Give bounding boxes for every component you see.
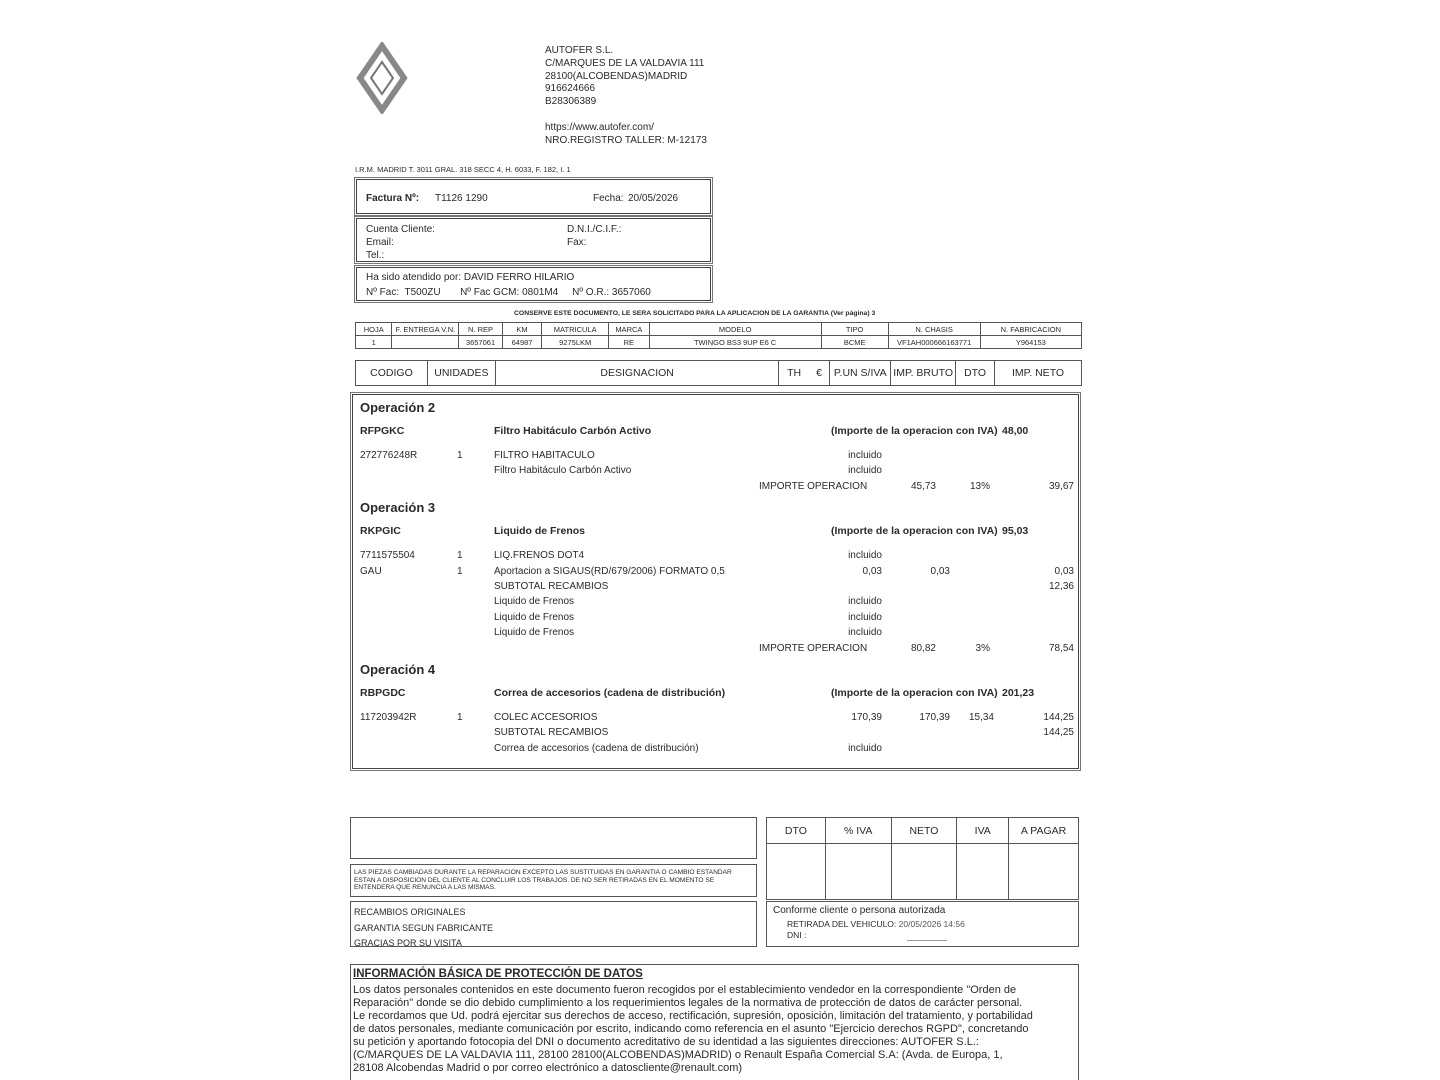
vehicle-value: BCME	[821, 336, 888, 349]
privacy-line: de datos personales, mediante comunicación por escrito, indicando como referencia en el asunto "Ejercicio derechos RGPD", concretando	[353, 1023, 1029, 1035]
summary-value	[957, 844, 1009, 900]
line-desc: Aportacion a SIGAUS(RD/679/2006) FORMATO 0,5	[494, 565, 725, 577]
nfac-value: T500ZU	[404, 287, 441, 298]
operation-iva-label: (Importe de la operacion con IVA)	[831, 425, 998, 437]
summary-value	[891, 844, 957, 900]
vehicle-value: VF1AH000666163771	[888, 336, 980, 349]
privacy-line: Los datos personales contenidos en este documento fueron recogidos por el establecimiento vendedor en la correspondiente "Orden de	[353, 984, 1017, 996]
line-price: 170,39	[851, 712, 882, 723]
vehicle-header-row	[356, 323, 1082, 336]
operation-total-neto: 39,67	[1048, 480, 1074, 492]
dni-label: D.N.I./C.I.F.:	[567, 224, 622, 235]
line-desc: SUBTOTAL RECAMBIOS	[494, 727, 609, 739]
line-units: 1	[457, 712, 463, 723]
line-price: incluido	[848, 742, 882, 754]
column-header: UNIDADES	[427, 361, 495, 386]
vehicle-value: Y964153	[980, 336, 1081, 349]
operation-total-neto: 78,54	[1048, 642, 1074, 654]
vehicle-value: 9275LKM	[542, 336, 609, 349]
operation-total-label: IMPORTE OPERACION	[759, 480, 868, 492]
fecha-value: 20/05/2026	[628, 193, 679, 204]
signature-box	[766, 901, 1079, 947]
line-desc: SUBTOTAL RECAMBIOS	[494, 581, 609, 592]
column-header: DESIGNACION	[495, 361, 778, 386]
summary-value	[1009, 844, 1079, 900]
warranty-notice: CONSERVE ESTE DOCUMENTO, LE SERA SOLICITADO PARA LA APLICACION DE LA GARANTIA (Ver página) 3	[514, 310, 876, 317]
line-bruto: 0,03	[930, 565, 950, 577]
privacy-title: INFORMACIÓN BÁSICA DE PROTECCIÓN DE DATOS	[353, 968, 643, 980]
line-desc: Liquido de Frenos	[494, 596, 575, 608]
operation-title: Operación 3	[360, 500, 436, 516]
or-value: 3657060	[611, 287, 651, 298]
operation-code: RKPGIC	[360, 525, 401, 538]
line-price: incluido	[848, 550, 882, 562]
line-code: 272776248R	[360, 450, 418, 461]
line-neto: 144,25	[1043, 727, 1074, 739]
line-price: incluido	[848, 627, 882, 639]
client-box	[356, 218, 711, 262]
attended-label: Ha sido atendido por:	[366, 272, 462, 283]
summary-value	[767, 844, 826, 900]
summary-header: % IVA	[825, 818, 891, 844]
vehicle-header: KM	[502, 323, 541, 336]
summary-header: A PAGAR	[1009, 818, 1079, 844]
privacy-line: (C/MARQUES DE LA VALDAVIA 111, 28100 28100(ALCOBENDAS)MADRID) o Renault España Comercial S.A: (Avda. de Europa, 1,	[353, 1049, 1003, 1061]
column-header: IMP. NETO	[995, 361, 1082, 386]
company-city: 28100(ALCOBENDAS)MADRID	[545, 70, 688, 82]
privacy-line: Le recordamos que Ud. podrá ejercitar sus derechos de acceso, rectificación, supresión, oposición, limitación del tratamiento, y portabilidad	[353, 1010, 1033, 1022]
operation-code: RBPGDC	[360, 687, 406, 699]
vehicle-header: HOJA	[356, 323, 392, 336]
summary-value	[825, 844, 891, 900]
line-code: 7711575504	[360, 550, 415, 562]
operation-iva-value: 201,23	[1002, 687, 1035, 699]
fecha-label: Fecha:	[593, 193, 624, 204]
privacy-line: Reparación" donde se dio debido cumplimiento a los requerimientos legales de la normativa de protección de datos de carácter personal.	[353, 997, 1023, 1009]
conforme-text: Conforme cliente o persona autorizada	[773, 905, 946, 916]
line-desc: Liquido de Frenos	[494, 611, 575, 623]
privacy-line: 28108 Alcobendas Madrid o por correo electrónico a datoscliente@renault.com)	[353, 1062, 743, 1074]
company-address: C/MARQUES DE LA VALDAVIA 111	[545, 57, 705, 69]
line-code: 117203942R	[360, 712, 417, 723]
column-header: P.UN S/IVA	[830, 361, 891, 386]
operation-iva-label: (Importe de la operacion con IVA)	[831, 525, 998, 538]
operation-iva-value: 95,03	[1002, 525, 1029, 538]
vehicle-header: N. CHASIS	[888, 323, 980, 336]
summary-header: DTO	[767, 818, 826, 844]
operation-name: Liquido de Frenos	[494, 525, 585, 538]
operation-total-bruto: 80,82	[910, 642, 936, 654]
line-bruto: 170,39	[919, 712, 950, 723]
email-label: Email:	[366, 236, 394, 248]
summary-table	[766, 817, 1079, 900]
company-info	[545, 45, 707, 148]
operation-title: Operación 2	[360, 400, 436, 415]
notes-box	[350, 901, 757, 947]
attended-box	[356, 267, 711, 301]
operation-name: Correa de accesorios (cadena de distribución)	[494, 687, 726, 699]
line-desc: COLEC ACCESORIOS	[494, 712, 598, 723]
vehicle-value: TWINGO BS3 9UP E6 C	[649, 336, 821, 349]
column-header: IMP. BRUTO	[891, 361, 956, 386]
note-item: RECAMBIOS ORIGINALES	[354, 907, 466, 917]
vehicle-value	[392, 336, 459, 349]
vehicle-value-row	[356, 336, 1082, 349]
cuenta-label: Cuenta Cliente:	[366, 224, 435, 235]
line-price: 0,03	[862, 565, 882, 577]
vehicle-value: 1	[356, 336, 392, 349]
vehicle-header: MATRICULA	[542, 323, 609, 336]
operation-total-bruto: 45,73	[910, 480, 936, 492]
line-neto: 0,03	[1054, 565, 1074, 577]
line-price: incluido	[848, 611, 882, 623]
dni-line	[907, 940, 947, 941]
invoice-box	[356, 179, 711, 214]
line-neto: 144,25	[1043, 712, 1074, 723]
privacy-box	[350, 964, 1079, 1080]
attended-name: DAVID FERRO HILARIO	[463, 272, 575, 283]
line-code: GAU	[360, 565, 382, 577]
operation-total-dto: 3%	[975, 642, 990, 654]
operation-total-label: IMPORTE OPERACION	[759, 642, 868, 654]
fax-label: Fax:	[567, 236, 587, 248]
line-units: 1	[457, 565, 463, 577]
gcm-value: 0801M4	[522, 287, 559, 298]
retirada-label: RETIRADA DEL VEHICULO:	[787, 919, 897, 929]
vehicle-header: TIPO	[821, 323, 888, 336]
column-header: DTO	[956, 361, 995, 386]
line-desc: Filtro Habitáculo Carbón Activo	[494, 465, 632, 477]
privacy-text	[353, 984, 1077, 1075]
legal-pieces: LAS PIEZAS CAMBIADAS DURANTE LA REPARACION EXCEPTO LAS SUSTITUIDAS EN GARANTIA O CAMBIO ESTANDAR ESTAN A DISPOSICION DEL CLIENTE AL CONCLUIR LOS TRABAJOS. DE NO SER RETIRADAS EN EL MOMENTO SE ENTENDERA QUE RENUNCIA A LAS MISMAS.	[354, 869, 732, 891]
line-desc: Correa de accesorios (cadena de distribución)	[494, 742, 699, 754]
column-header: €	[809, 361, 830, 386]
line-price: incluido	[848, 450, 882, 461]
operation-total-dto: 13%	[969, 480, 990, 492]
column-header: CODIGO	[356, 361, 428, 386]
renault-logo	[356, 42, 408, 114]
company-cif: B28306389	[545, 96, 597, 108]
vehicle-value: 64987	[502, 336, 541, 349]
column-header: TH	[779, 361, 809, 386]
vehicle-table	[355, 322, 1082, 349]
operations-box	[352, 394, 1079, 769]
line-units: 1	[457, 450, 463, 461]
note-item: GARANTIA SEGUN FABRICANTE	[354, 922, 494, 933]
line-desc: LIQ.FRENOS DOT4	[494, 550, 585, 562]
company-web: https://www.autofer.com/	[545, 121, 654, 133]
line-dto: 15,34	[968, 712, 994, 723]
line-desc: FILTRO HABITACULO	[494, 450, 595, 461]
line-price: incluido	[848, 465, 882, 477]
note-item: GRACIAS POR SU VISITA	[354, 938, 462, 948]
nfac-label: Nº Fac:	[366, 287, 400, 298]
line-desc: Liquido de Frenos	[494, 627, 575, 639]
tel-label: Tel.:	[366, 249, 385, 261]
or-label: Nº O.R.:	[572, 287, 610, 298]
line-price: incluido	[848, 596, 882, 608]
vehicle-value: 3657061	[459, 336, 503, 349]
operation-title: Operación 4	[360, 662, 436, 677]
vehicle-header: N. FABRICACION	[980, 323, 1081, 336]
operation-code: RFPGKC	[360, 425, 405, 437]
dni-sign-label: DNI :	[787, 930, 807, 940]
legal-box	[350, 864, 757, 897]
retirada-value: 20/05/2026 14:56	[898, 919, 965, 929]
vehicle-header: F. ENTREGA V.N.	[392, 323, 459, 336]
operation-iva-label: (Importe de la operacion con IVA)	[831, 687, 998, 699]
factura-label: Factura Nº:	[366, 193, 420, 204]
company-phone: 916624666	[545, 83, 596, 95]
vehicle-value: RE	[609, 336, 650, 349]
privacy-line: su petición y aportando fotocopia del DNI o documento acreditativo de su identidad a las siguientes direcciones: AUTOFER S.L.:	[353, 1036, 979, 1048]
line-units: 1	[457, 550, 463, 562]
gcm-label: Nº Fac GCM:	[460, 287, 520, 298]
vehicle-header: N. REP	[459, 323, 503, 336]
operation-iva-value: 48,00	[1002, 425, 1029, 437]
summary-header: IVA	[957, 818, 1009, 844]
observations-box	[350, 817, 757, 859]
vehicle-header: MARCA	[609, 323, 650, 336]
summary-header: NETO	[891, 818, 957, 844]
operation-name: Filtro Habitáculo Carbón Activo	[494, 425, 652, 437]
company-registro: NRO.REGISTRO TALLER: M-12173	[545, 134, 707, 146]
company-name: AUTOFER S.L.	[545, 45, 614, 56]
line-neto: 12,36	[1048, 581, 1074, 592]
columns-header	[355, 360, 1082, 386]
irm-line: I.R.M. MADRID T. 3011 GRAL. 318 SECC 4, H. 6033, F. 182, I. 1	[355, 165, 571, 174]
factura-value: T1126 1290	[435, 193, 488, 204]
vehicle-header: MODELO	[649, 323, 821, 336]
